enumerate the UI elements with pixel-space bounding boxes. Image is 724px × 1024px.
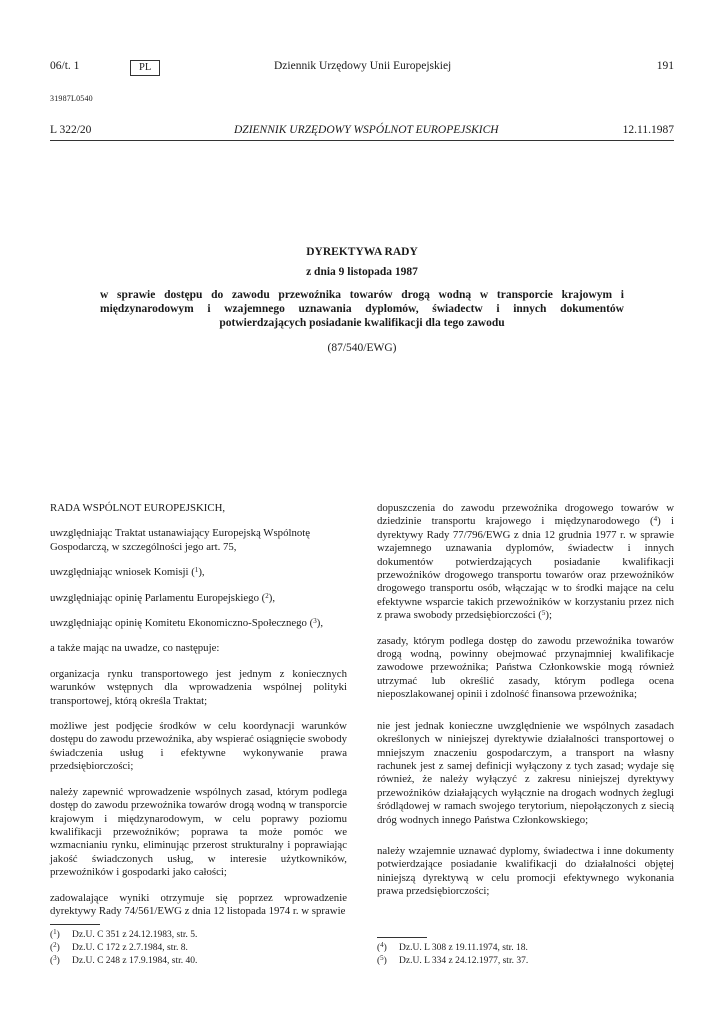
- recital-4: zadowalające wyniki otrzymuje się poprzez wprowadzenie dyrektywy Rady 74/561/EWG z dnia 12 listopada 1974 r. w sprawie: [50, 891, 347, 917]
- recital-4-cont: dopuszczenia do zawodu przewoźnika drogowego towarów w dziedzinie transportu krajowego i międzynarodowego ($^4$) i dyrektywy Rady 77/796/EWG z dnia 12 grudnia 1977 r. w sprawie wzajemnego uznawania dyplomów, świadectw i innych dokumentów potwierdzających posiadanie kwalifikacji przewoźników drogowego transportu towarów oraz przewoźników drogowego transportu osób, włączając w to środki mające na celu efektywne wsparcie takich przewoźników w korzystaniu przez nich z prawa swobody przedsiębiorczości ($^5$);: [377, 502, 675, 622]
- title-block: [100, 246, 624, 354]
- preamble-parliament: uwzględniając opinię Parlamentu Europejskiego ($^2$),: [50, 591, 276, 604]
- left-column: [50, 502, 347, 918]
- journal-title: Dziennik Urzędowy Unii Europejskiej: [274, 60, 452, 72]
- oj-date: 12.11.1987: [622, 124, 674, 136]
- footnote: ($^4$) Dz.U. L 308 z 19.11.1974, str. 18.: [377, 941, 528, 953]
- recital-2: możliwe jest podjęcie środków w celu koordynacji warunków dostępu do zawodu przewoźnika, aby wspierać osiągnięcie swobody świadczenia usług i efektywne wykonywanie prawa przedsiębiorczości;: [50, 720, 347, 773]
- preamble-whereas: a także mając na uwadze, co następuje:: [50, 642, 220, 655]
- footnotes-left: [50, 929, 347, 968]
- language-badge: PL: [130, 60, 160, 76]
- oj-header: [50, 124, 674, 140]
- doc-subject: w sprawie dostępu do zawodu przewoźnika towarów drogą wodną w transporcie krajowym i międzynarodowym i wzajemnego uznawania dyplomów, świadectw i innych dokumentów potwierdzających posiadanie kwalifikacji dla tego zawodu: [100, 289, 624, 329]
- footnote-ref-2: 2: [265, 591, 269, 600]
- footnote-ref-1: 1: [194, 566, 199, 575]
- footnote: ($^2$) Dz.U. C 172 z 2.7.1984, str. 8.: [50, 941, 188, 953]
- recital-5: zasady, którym podlega dostęp do zawodu przewoźnika towarów drogą wodną, powinny obejmować przynajmniej kwalifikacje zawodowe przewoźnika; Państwa Członkowskie mogą również utrzymać lub określić zasady, którym podlega ocena nieposzlakowanej opinii i zdolność finansowa przewoźnika;: [377, 634, 674, 701]
- footnote: ($^3$) Dz.U. C 248 z 17.9.1984, str. 40.: [50, 954, 198, 966]
- oj-reference: L 322/20: [50, 124, 92, 136]
- header-rule: [50, 140, 674, 141]
- page-number: 191: [656, 60, 674, 72]
- running-header: [50, 60, 674, 76]
- footnotes-right: [377, 942, 674, 968]
- preamble-treaty: uwzględniając Traktat ustanawiający Europejską Wspólnotę Gospodarczą, w szczególności jego art. 75,: [50, 527, 311, 553]
- doc-type-title: DYREKTYWA RADY: [306, 246, 418, 258]
- preamble-commission: uwzględniając wniosek Komisji ($^1$),: [50, 566, 205, 579]
- volume-label: 06/t. 1: [50, 60, 80, 72]
- right-column: [377, 502, 674, 899]
- footnote: ($^1$) Dz.U. C 351 z 24.12.1983, str. 5.: [50, 928, 198, 940]
- footnote-rule-left: [50, 924, 100, 925]
- recital-7: należy wzajemnie uznawać dyplomy, świadectwa i inne dokumenty potwierdzające posiadanie kwalifikacji do działalności objętej niniejszą dyrektywą w celu promocji efektywnego wykonania prawa przedsiębiorczości;: [377, 844, 674, 898]
- recital-1: organizacja rynku transportowego jest jednym z koniecznych warunków wstępnych dla wprowadzenia wspólnej polityki transportowej, którą określa Traktat;: [50, 667, 347, 707]
- preamble-council: RADA WSPÓLNOT EUROPEJSKICH,: [50, 502, 226, 514]
- footnote-ref-4: 4: [653, 515, 658, 524]
- recital-3: należy zapewnić wprowadzenie wspólnych zasad, którym podlega dostęp do zawodu przewoźnika towarów drogą wodną w transporcie krajowym i międzynarodowym, w celu poprawy poziomu kwalifikacji przewoźników; poprawa ta może pomóc we wzmacnianiu rynku, eliminując przerost strukturalny i poprawiając jakość świadczonych usług, w interesie użytkowników, przewoźników i gospodarki jako całości;: [50, 785, 347, 879]
- doc-number: (87/540/EWG): [327, 342, 397, 354]
- footnote-ref-3: 3: [313, 617, 317, 626]
- footnote: ($^5$) Dz.U. L 334 z 24.12.1977, str. 37.: [377, 954, 529, 966]
- document-id: 31987L0540: [50, 94, 93, 103]
- oj-title: DZIENNIK URZĘDOWY WSPÓLNOT EUROPEJSKICH: [234, 124, 499, 136]
- doc-date: z dnia 9 listopada 1987: [306, 266, 418, 278]
- footnote-ref-5: 5: [541, 609, 546, 618]
- recital-6: nie jest jednak konieczne uwzględnienie we wspólnych zasadach określonych w niniejszej dyrektywie działalności transportowej o mniejszym znaczeniu gospodarczym, a transport na własny rachunek jest z samej definicji wyłączony z tych zasad; wydaje się również, że należy wyłączyć z zakresu niniejszej dyrektywy przewoźników działających wyłącznie na drogach wodnych żeglugi śródlądowej w ramach swojego terytorium, niepołączonych z siecią dróg wodnych innego Państwa Członkowskiego;: [377, 719, 674, 826]
- footnote-rule-right: [377, 937, 427, 938]
- preamble-esc: uwzględniając opinię Komitetu Ekonomiczno-Społecznego ($^3$),: [50, 617, 324, 630]
